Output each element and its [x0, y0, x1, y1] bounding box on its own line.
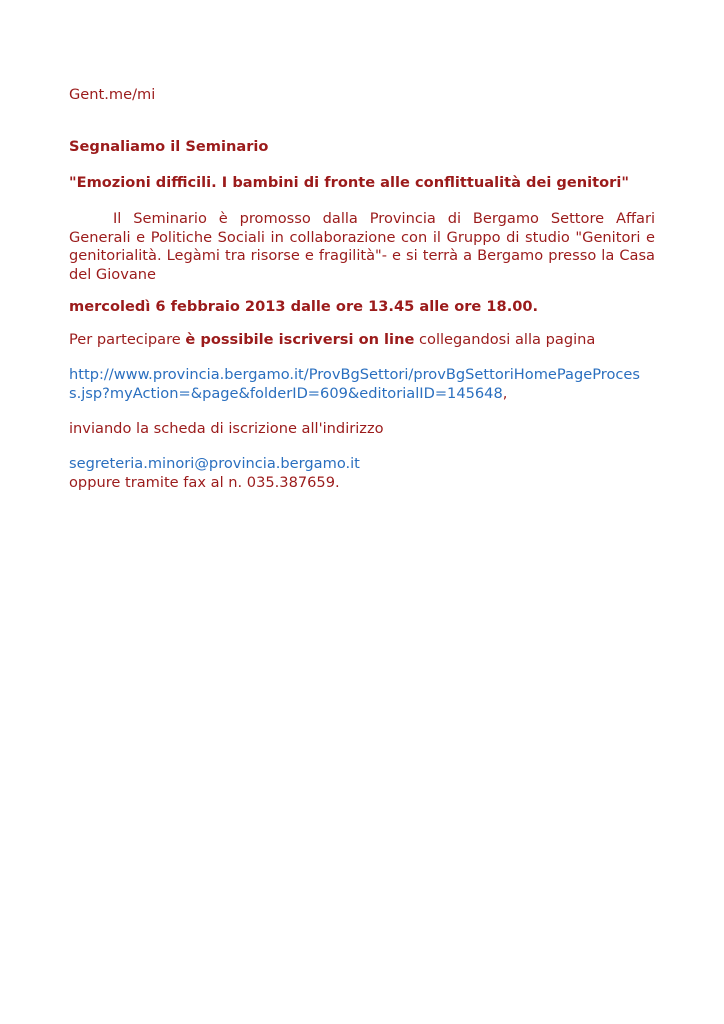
contact-paragraph: [69, 455, 655, 492]
signup-suffix: collegandosi alla pagina: [414, 331, 596, 348]
announcement-heading: Segnaliamo il Seminario: [69, 138, 269, 155]
email-link[interactable]: segreteria.minori@provincia.bergamo.it: [69, 455, 360, 472]
seminar-description: Il Seminario è promosso dalla Provincia di Bergamo Settore Affari Generali e Politiche Sociali in collaborazione con il Gruppo di studio "Genitori e genitorialità. Legàmi tra risorse e fragilità"- e si terrà a Bergamo presso la Casa del Giovane: [69, 210, 655, 283]
registration-link-line2: s.jsp?myAction=&page&folderID=609&editorialID=145648: [69, 384, 503, 402]
signup-instructions: [69, 331, 655, 350]
send-form-text: inviando la scheda di iscrizione all'indirizzo: [69, 420, 384, 437]
fax-text: oppure tramite fax al n. 035.387659.: [69, 473, 340, 491]
registration-link-paragraph: [69, 366, 655, 403]
registration-link-line1: http://www.provincia.bergamo.it/ProvBgSettori/provBgSettoriHomePageProces: [69, 366, 640, 383]
signup-emphasis: è possibile iscriversi on line: [185, 331, 415, 348]
registration-link[interactable]: [69, 366, 640, 402]
seminar-title: "Emozioni difficili. I bambini di fronte alle conflittualità dei genitori": [69, 174, 629, 191]
registration-link-trailing: ,: [502, 384, 508, 402]
seminar-date: mercoledì 6 febbraio 2013 dalle ore 13.45 alle ore 18.00.: [69, 298, 539, 315]
greeting: Gent.me/mi: [69, 86, 156, 103]
signup-prefix: Per partecipare: [69, 331, 186, 348]
